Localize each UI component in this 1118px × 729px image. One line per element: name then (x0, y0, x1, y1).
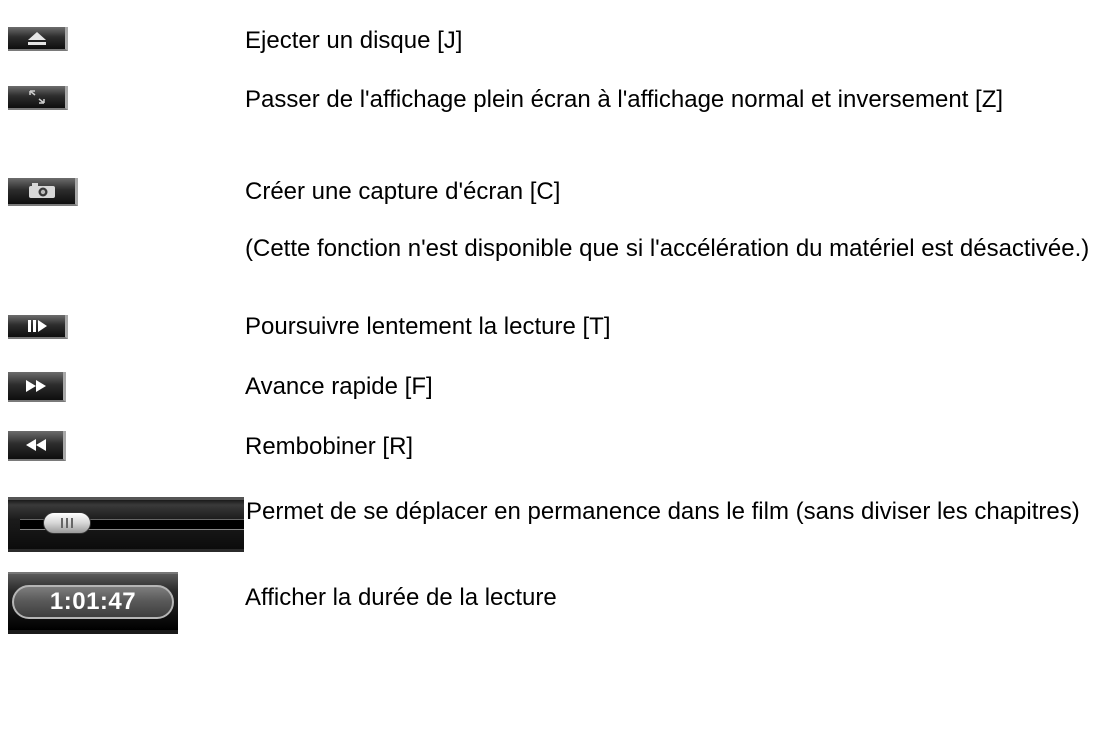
eject-description: Ejecter un disque [J] (245, 27, 463, 54)
screenshot-button[interactable] (8, 178, 78, 206)
eject-button[interactable] (8, 27, 68, 51)
seek-slider[interactable] (8, 497, 244, 552)
time-readout: 1:01:47 (12, 585, 174, 619)
fullscreen-description: Passer de l'affichage plein écran à l'affichage normal et inversement [Z] (245, 86, 1004, 113)
fast-forward-description: Avance rapide [F] (245, 373, 433, 400)
screenshot-description: Créer une capture d'écran [C] (245, 178, 561, 205)
slow-play-icon (26, 319, 48, 333)
knob-grip (66, 518, 68, 528)
slider-description: Permet de se déplacer en permanence dans le film (sans diviser les chapitres) (246, 498, 1080, 525)
slow-play-description: Poursuivre lentement la lecture [T] (245, 313, 611, 340)
rewind-description: Rembobiner [R] (245, 433, 414, 460)
eject-icon (27, 31, 47, 45)
knob-grip (61, 518, 63, 528)
time-description: Afficher la durée de la lecture (245, 584, 557, 611)
fullscreen-button[interactable] (8, 86, 68, 110)
fullscreen-icon (29, 90, 45, 104)
fast-forward-icon (25, 379, 47, 393)
rewind-icon (25, 438, 47, 452)
rewind-button[interactable] (8, 431, 66, 461)
fast-forward-button[interactable] (8, 372, 66, 402)
camera-icon (28, 183, 56, 199)
time-display (8, 572, 178, 634)
knob-grip (71, 518, 73, 528)
screenshot-note: (Cette fonction n'est disponible que si l'accélération du matériel est désactivée.) (245, 235, 1090, 262)
slider-knob[interactable] (43, 512, 91, 534)
slow-play-button[interactable] (8, 315, 68, 339)
